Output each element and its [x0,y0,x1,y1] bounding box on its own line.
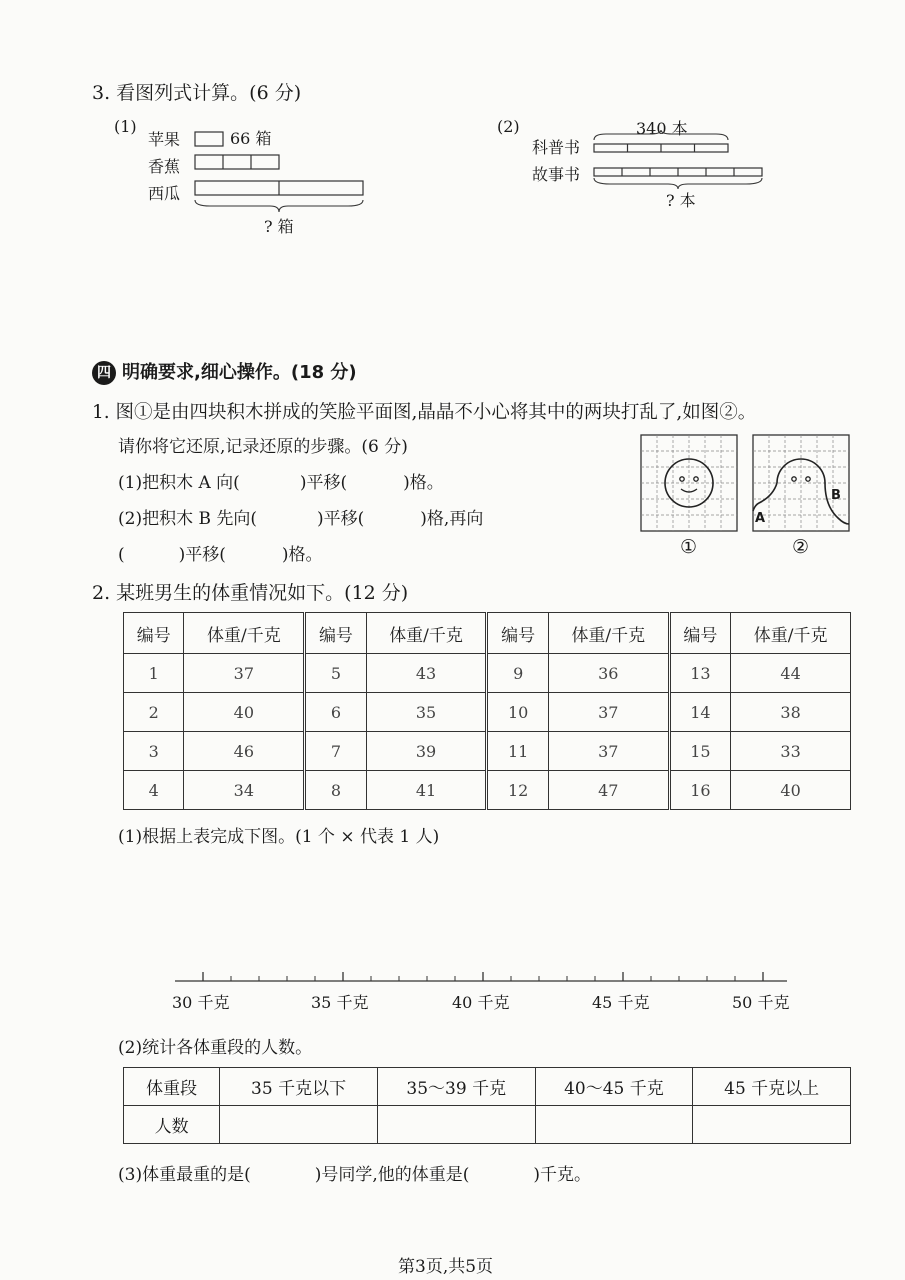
axis-label-40: 40 千克 [452,993,510,1012]
story-bar [594,168,762,176]
apple-value: 66 箱 [230,129,272,148]
label-science: 科普书 [532,138,581,157]
bar-diagram-2 [590,130,770,190]
table-cell: 46 [184,732,305,771]
step3-text-b: )平移( [178,545,226,565]
q2-title: 2. 某班男生的体重情况如下。(12 分) [92,582,409,604]
range-header-cell: 35 千克以下 [220,1068,378,1106]
table-cell: 37 [548,693,669,732]
table-cell: 4 [124,771,184,810]
step2-text-c: )格,再向 [420,509,484,529]
table-cell: 3 [124,732,184,771]
header-cell: 体重/千克 [731,613,851,654]
table-cell: 11 [487,732,548,771]
header-cell: 体重/千克 [184,613,305,654]
table-cell: 40 [731,771,851,810]
label-apple: 苹果 [148,130,181,149]
count-input-cell[interactable] [693,1106,851,1144]
header-cell: 体重/千克 [548,613,669,654]
label-banana: 香蕉 [148,157,181,176]
q3-part2-number: (2) [497,117,520,136]
q1-line1: 1. 图①是由四块积木拼成的笑脸平面图,晶晶不小心将其中的两块打乱了,如图②。 [92,402,757,423]
q3-part1-number: (1) [114,117,137,136]
range-header-cell: 35～39 千克 [377,1068,535,1106]
watermelon-bar [195,181,363,195]
sub3-text-c: )千克。 [533,1165,592,1185]
table-cell: 37 [184,654,305,693]
table-cell: 12 [487,771,548,810]
banana-bar [195,155,279,169]
count-input-cell[interactable] [220,1106,378,1144]
apple-bar [195,132,223,146]
step2-text-a: (2)把积木 B 先向( [118,509,258,529]
figure-1-label: ① [680,536,698,558]
label-story: 故事书 [532,165,581,184]
top-brace [594,130,728,140]
bar-diagram-1 [190,128,370,218]
table-cell: 5 [305,654,366,693]
science-bar [594,144,728,152]
part2-total: ? 本 [666,191,696,210]
table-cell: 16 [669,771,730,810]
range-header-row [124,1068,851,1106]
table-cell: 36 [548,654,669,693]
table-cell: 41 [366,771,487,810]
bottom-brace [594,178,762,189]
table-cell: 35 [366,693,487,732]
q2-sub3 [118,1160,591,1185]
table-cell: 7 [305,732,366,771]
step2-text-b: )平移( [317,509,365,529]
header-cell: 编号 [487,613,548,654]
label-watermelon: 西瓜 [148,184,181,203]
q1-line2: 请你将它还原,记录还原的步骤。(6 分) [118,437,408,457]
table-cell: 47 [548,771,669,810]
table-row [124,654,851,693]
block-a-label: A [755,511,766,526]
range-header-cell: 40～45 千克 [535,1068,693,1106]
axis-label-50: 50 千克 [732,993,790,1012]
top-value: 340 本 [636,119,688,138]
sub3-text-b: )号同学,他的体重是( [314,1165,470,1185]
table-cell: 40 [184,693,305,732]
table-cell: 43 [366,654,487,693]
q1-step1 [118,468,444,493]
table-cell: 37 [548,732,669,771]
table-cell: 9 [487,654,548,693]
table-cell: 39 [366,732,487,771]
q1-step3 [118,540,323,565]
q3-title: 3. 看图列式计算。(6 分) [92,82,302,104]
axis-label-35: 35 千克 [311,993,369,1012]
count-row [124,1106,851,1144]
table-cell: 13 [669,654,730,693]
weight-range-table [123,1067,851,1144]
page-footer: 第3页,共5页 [398,1257,494,1277]
q2-sub2: (2)统计各体重段的人数。 [118,1038,313,1058]
block-b-label: B [831,488,841,503]
table-cell: 6 [305,693,366,732]
table-cell: 33 [731,732,851,771]
step1-text-a: (1)把积木 A 向( [118,473,240,493]
q1-step2 [118,504,483,529]
sub3-text-a: (3)体重最重的是( [118,1165,251,1185]
figure-1-smiley [640,434,740,534]
count-input-cell[interactable] [377,1106,535,1144]
table-row [124,693,851,732]
table-row [124,771,851,810]
table-row [124,732,851,771]
table-header-row [124,613,851,654]
table-cell: 10 [487,693,548,732]
table-cell: 44 [731,654,851,693]
total-brace [195,200,363,212]
section-number-icon: 四 [92,361,116,385]
part1-total: ? 箱 [264,217,294,236]
table-cell: 34 [184,771,305,810]
table-cell: 38 [731,693,851,732]
weight-table [123,612,851,810]
q2-sub1: (1)根据上表完成下图。(1 个 × 代表 1 人) [118,827,440,847]
range-header-cell: 体重段 [124,1068,220,1106]
range-header-cell: 45 千克以上 [693,1068,851,1106]
table-cell: 15 [669,732,730,771]
step1-text-c: )格。 [403,473,444,493]
section4-title: 明确要求,细心操作。(18 分) [122,362,357,383]
header-cell: 编号 [669,613,730,654]
header-cell: 编号 [124,613,184,654]
figure-2-scrambled [752,434,852,534]
figure-2-label: ② [792,536,810,558]
header-cell: 编号 [305,613,366,654]
header-cell: 体重/千克 [366,613,487,654]
count-input-cell[interactable] [535,1106,693,1144]
step3-text-c: )格。 [281,545,323,565]
axis-label-45: 45 千克 [592,993,650,1012]
table-cell: 2 [124,693,184,732]
table-cell: 1 [124,654,184,693]
section4-heading [92,358,357,385]
axis-label-30: 30 千克 [172,993,230,1012]
table-cell: 14 [669,693,730,732]
step3-text-a: ( [118,545,125,565]
step1-text-b: )平移( [299,473,348,493]
weight-number-line [170,966,800,992]
count-row-label: 人数 [124,1106,220,1144]
table-cell: 8 [305,771,366,810]
